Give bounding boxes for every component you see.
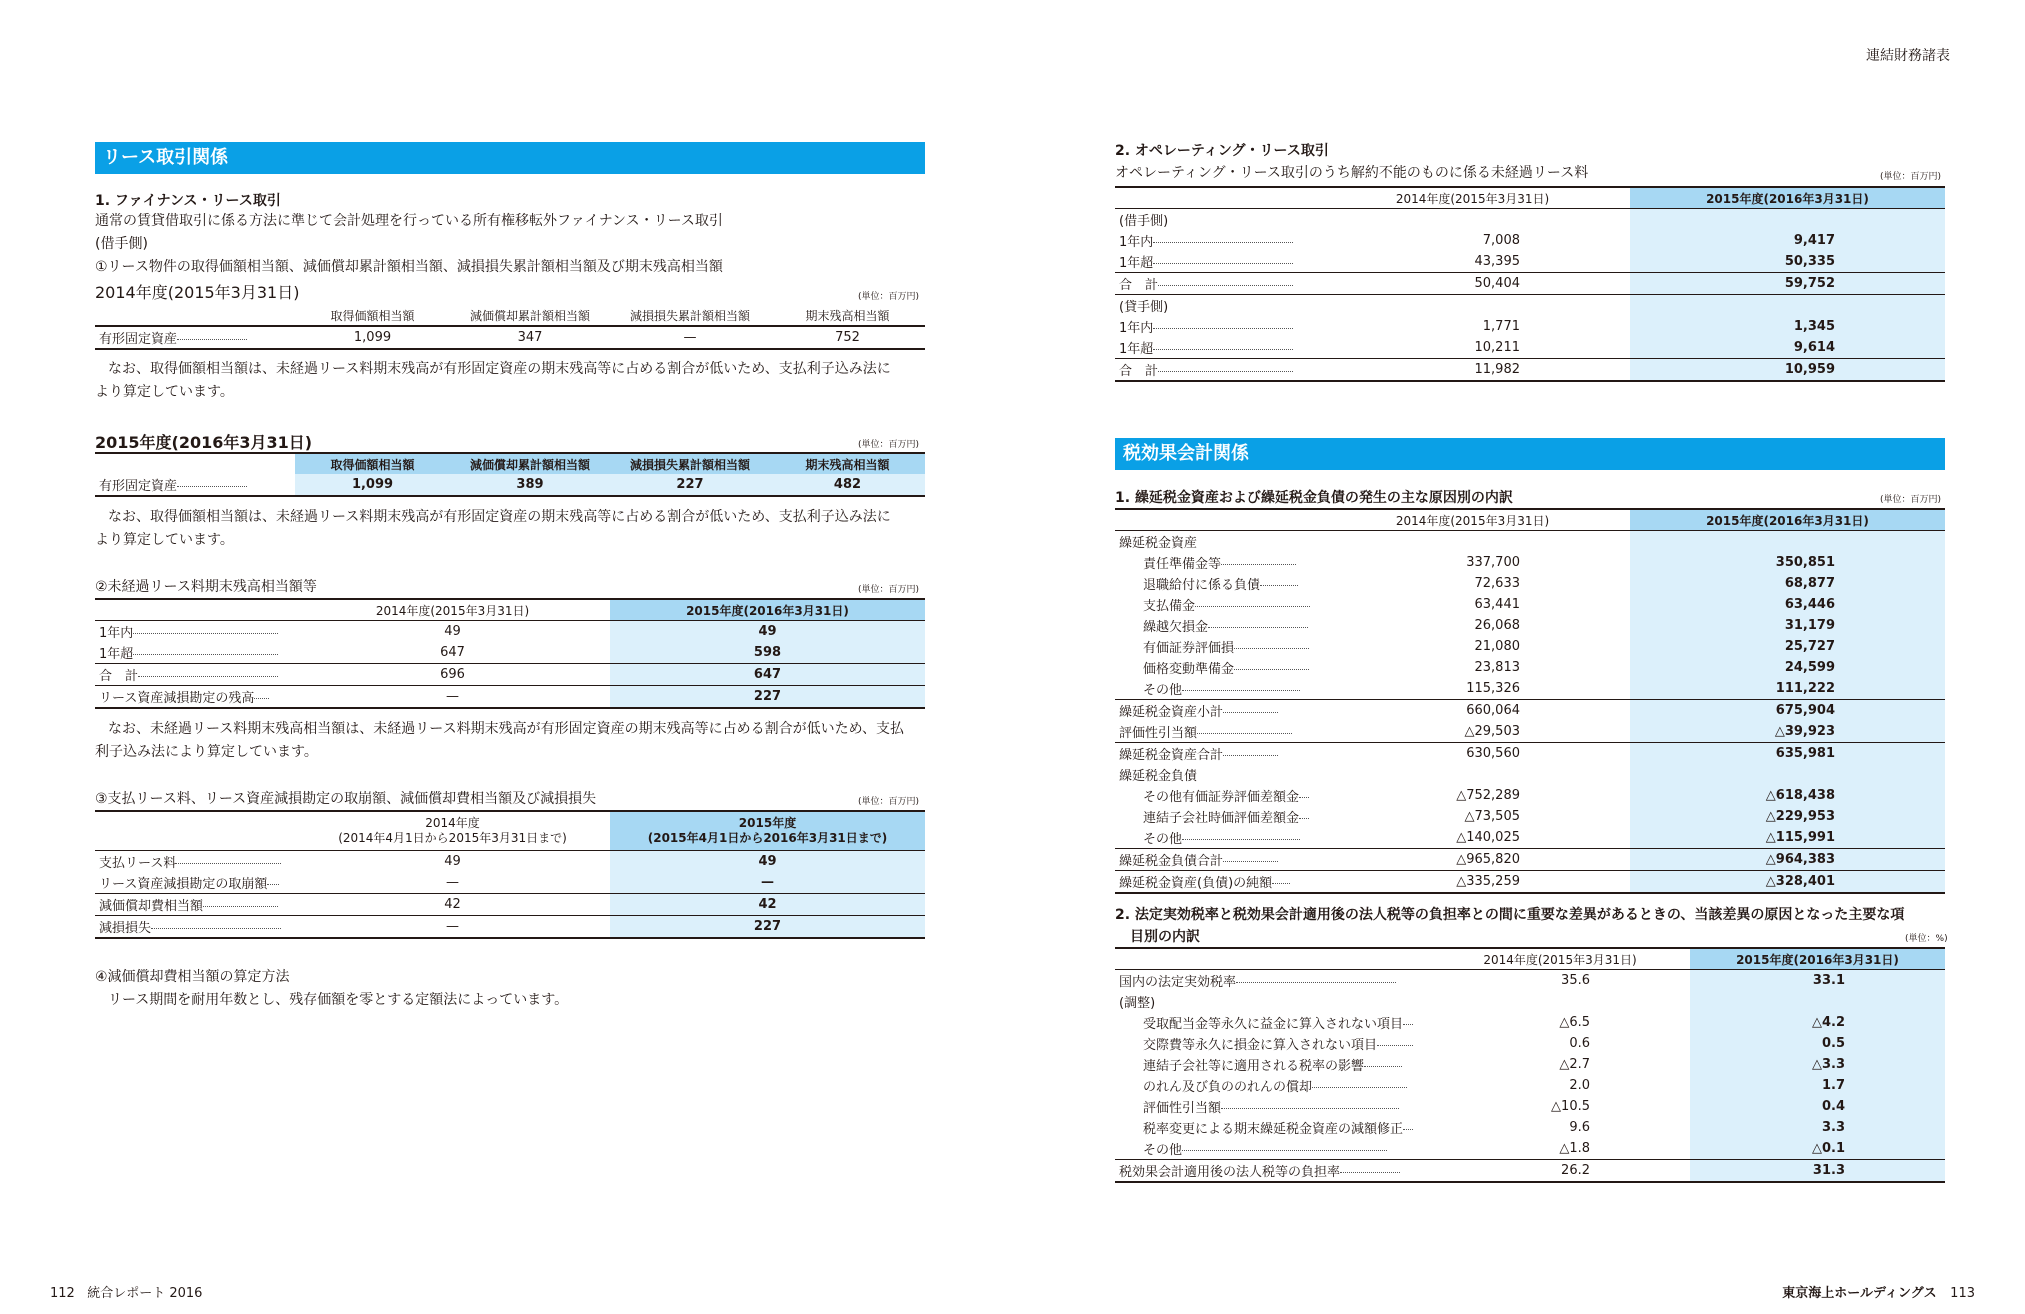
table-cell: 675,904 xyxy=(1630,700,1945,722)
tax-table2-title: 2. 法定実効税率と税効果会計適用後の法人税等の負担率との間に重要な差異があるときの、当該差異の原因となった主要な項 xyxy=(1115,907,1905,923)
table-cell: △39,923 xyxy=(1630,721,1945,743)
lease-section-title: リース取引関係 xyxy=(95,142,925,174)
table-cell: 23,813 xyxy=(1474,660,1520,675)
table-cell: 24,599 xyxy=(1630,657,1945,678)
table-unexpired-lease xyxy=(95,598,925,709)
col-header: 期末残高相当額 xyxy=(770,453,925,474)
row-label: 責任準備金等 xyxy=(1115,552,1315,573)
row-label: その他 xyxy=(1115,827,1315,849)
note1b: より算定しています。 xyxy=(95,384,234,400)
table-cell: 10,211 xyxy=(1474,340,1520,355)
table-cell: 43,395 xyxy=(1474,254,1520,269)
footer-company: 東京海上ホールディングス xyxy=(1782,1286,1937,1301)
table-cell: 0.6 xyxy=(1569,1036,1590,1051)
row-label: 支払リース料 xyxy=(95,851,295,873)
table-cell: 59,752 xyxy=(1630,273,1945,295)
section-header: 連結財務諸表 xyxy=(1866,48,1950,64)
note1-repeat: なお、取得価額相当額は、未経過リース料期末残高が有形固定資産の期末残高等に占める割合が低いため、支払利子込み法に xyxy=(108,509,891,525)
table-cell: 26.2 xyxy=(1561,1163,1590,1178)
row-label: 価格変動準備金 xyxy=(1115,657,1315,678)
table-cell: 111,222 xyxy=(1630,678,1945,700)
unit-label: (単位：百万円) xyxy=(858,292,920,302)
unit-label: (単位：百万円) xyxy=(1880,495,1942,505)
table-cell: 337,700 xyxy=(1466,555,1520,570)
table-cell: 68,877 xyxy=(1630,573,1945,594)
table-cell: 49 xyxy=(444,854,461,869)
table-cell: △115,991 xyxy=(1630,827,1945,849)
y2014-label: 2014年度(2015年3月31日) xyxy=(95,283,300,302)
col-header: 2014年度(2015年3月31日) xyxy=(1395,191,1550,206)
row-label: 繰延税金資産小計 xyxy=(1115,700,1315,722)
table-cell: △10.5 xyxy=(1551,1099,1590,1114)
col-header: 減損損失累計額相当額 xyxy=(629,308,750,323)
table-cell: — xyxy=(446,919,459,934)
table-cell: △3.3 xyxy=(1690,1054,1945,1075)
table-cell: 3.3 xyxy=(1690,1117,1945,1138)
table-tax-rate xyxy=(1115,947,1945,1183)
col-header: 2015年度(2016年3月31日) xyxy=(1630,509,1945,531)
row-label: 退職給付に係る負債 xyxy=(1115,573,1315,594)
group-label: 繰延税金資産 xyxy=(1119,536,1198,551)
col-header: 2014年度(2015年3月31日) xyxy=(1483,952,1637,967)
row-label: その他 xyxy=(1115,1138,1430,1160)
item4-desc: リース期間を耐用年数とし、残存価額を零とする定額法によっています。 xyxy=(108,992,569,1008)
table-cell: △965,820 xyxy=(1456,852,1520,867)
row-label: 合 計 xyxy=(95,664,295,686)
table-cell: 31,179 xyxy=(1630,615,1945,636)
table-cell: 7,008 xyxy=(1482,233,1520,248)
row-label: 評価性引当額 xyxy=(1115,1096,1430,1117)
page-number-right: 113 xyxy=(1950,1286,1975,1301)
col-header: 2015年度(2016年3月31日) xyxy=(1690,948,1945,970)
table-cell: — xyxy=(446,875,459,890)
table-cell: △29,503 xyxy=(1464,724,1520,739)
row-label: 合 計 xyxy=(1115,273,1315,295)
table-cell: 42 xyxy=(444,897,461,912)
row-label: 1年内 xyxy=(1115,316,1315,337)
col-header: 2015年度(2016年3月31日) xyxy=(610,599,925,621)
finance-lease-title: 1. ファイナンス・リース取引 xyxy=(95,193,281,209)
row-label: 1年内 xyxy=(1115,230,1315,251)
table-cell: 389 xyxy=(450,474,610,496)
table-cell: 347 xyxy=(517,330,543,345)
table-cell: 227 xyxy=(610,686,925,709)
table-cell: 1.7 xyxy=(1690,1075,1945,1096)
group-label: (貸手側) xyxy=(1119,300,1169,315)
table-cell: △140,025 xyxy=(1456,830,1520,845)
item4-title: ④減価償却費相当額の算定方法 xyxy=(95,969,290,985)
table-cell: △6.5 xyxy=(1559,1015,1590,1030)
tax-table2-title-cont: 目別の内訳 xyxy=(1130,929,1200,945)
table-lease-payments xyxy=(95,810,925,939)
table-cell: 227 xyxy=(610,474,770,496)
note1b-repeat: より算定しています。 xyxy=(95,532,234,548)
note2b: 利子込み法により算定しています。 xyxy=(95,744,318,760)
table-cell: △964,383 xyxy=(1630,849,1945,871)
row-label: 有形固定資産 xyxy=(95,474,295,496)
row-label: 減価償却費相当額 xyxy=(95,894,295,916)
table-cell: △73,505 xyxy=(1464,809,1520,824)
y2015-label: 2015年度(2016年3月31日) xyxy=(95,433,313,452)
table-cell: 42 xyxy=(610,894,925,916)
row-label: 繰延税金資産合計 xyxy=(1115,743,1315,765)
item1-title: ①リース物件の取得価額相当額、減価償却累計額相当額、減損損失累計額相当額及び期末残高相当額 xyxy=(95,259,723,275)
row-label: 税効果会計適用後の法人税等の負担率 xyxy=(1115,1160,1430,1183)
row-label: 評価性引当額 xyxy=(1115,721,1315,743)
unit-label: (単位：百万円) xyxy=(858,585,920,595)
col-header: 2014年度(2015年3月31日) xyxy=(1395,513,1550,528)
row-label: その他 xyxy=(1115,678,1315,700)
tax-table1-title: 1. 繰延税金資産および繰延税金負債の発生の主な原因別の内訳 xyxy=(1115,490,1513,506)
group-label: (調整) xyxy=(1119,996,1156,1011)
row-label: 有価証券評価損 xyxy=(1115,636,1315,657)
table-cell: △335,259 xyxy=(1456,874,1520,889)
table-cell: 33.1 xyxy=(1690,970,1945,992)
table-cell: △618,438 xyxy=(1630,785,1945,806)
table-cell: 49 xyxy=(610,851,925,873)
unit-label: (単位：百万円) xyxy=(1880,172,1942,182)
table-cell: 11,982 xyxy=(1474,362,1520,377)
row-label: 減損損失 xyxy=(95,916,295,939)
col-header: 2014年度 (2014年4月1日から2015年3月31日まで) xyxy=(338,816,567,845)
row-label: 国内の法定実効税率 xyxy=(1115,970,1430,992)
col-header: 2015年度 (2015年4月1日から2016年3月31日まで) xyxy=(610,811,925,851)
table-cell: 63,446 xyxy=(1630,594,1945,615)
table-cell: 630,560 xyxy=(1466,746,1520,761)
row-label: 受取配当金等永久に益金に算入されない項目 xyxy=(1115,1012,1430,1033)
table-deferred-tax xyxy=(1115,508,1945,894)
footer-left xyxy=(50,1282,202,1301)
unit-label: (単位：%) xyxy=(1905,934,1948,944)
table-cell: 227 xyxy=(610,916,925,939)
col-header: 減価償却累計額相当額 xyxy=(469,308,590,323)
row-label: リース資産減損勘定の取崩額 xyxy=(95,872,295,894)
table-cell: △0.1 xyxy=(1690,1138,1945,1160)
table-cell: 1,345 xyxy=(1630,316,1945,337)
row-label: その他有価証券評価差額金 xyxy=(1115,785,1315,806)
table-cell: — xyxy=(446,689,459,704)
table-cell: 21,080 xyxy=(1474,639,1520,654)
col-header: 取得価額相当額 xyxy=(330,308,415,323)
table-cell: 25,727 xyxy=(1630,636,1945,657)
tax-section-title: 税効果会計関係 xyxy=(1115,438,1945,470)
row-label: 交際費等永久に損金に算入されない項目 xyxy=(1115,1033,1430,1054)
table-2015-acquisition xyxy=(95,452,925,497)
col-header: 減損損失累計額相当額 xyxy=(610,453,770,474)
footer-right xyxy=(1782,1282,1975,1301)
table-cell: △2.7 xyxy=(1559,1057,1590,1072)
table-cell: △4.2 xyxy=(1690,1012,1945,1033)
table-operating-lease xyxy=(1115,186,1945,382)
group-label: 繰延税金負債 xyxy=(1119,769,1198,784)
note2: なお、未経過リース料期末残高相当額は、未経過リース料期末残高が有形固定資産の期末残高等に占める割合が低いため、支払 xyxy=(108,721,905,737)
page-number-left: 112 xyxy=(50,1286,75,1301)
operating-lease-subtitle: オペレーティング・リース取引のうち解約不能のものに係る未経過リース料 xyxy=(1115,165,1589,181)
table-cell: 660,064 xyxy=(1466,703,1520,718)
table-cell: 1,099 xyxy=(353,330,392,345)
row-label: 合 計 xyxy=(1115,359,1315,382)
table-cell: 115,326 xyxy=(1466,681,1520,696)
table-cell: △1.8 xyxy=(1559,1141,1590,1156)
unit-label: (単位：百万円) xyxy=(858,440,920,450)
row-label: 繰延税金資産(負債)の純額 xyxy=(1115,871,1315,894)
table-cell: △752,289 xyxy=(1456,788,1520,803)
note1: なお、取得価額相当額は、未経過リース料期末残高が有形固定資産の期末残高等に占める割合が低いため、支払利子込み法に xyxy=(108,361,891,377)
table-cell: 31.3 xyxy=(1690,1160,1945,1183)
table-cell: 1,099 xyxy=(295,474,450,496)
table-cell: 49 xyxy=(610,621,925,643)
table-cell: 1,771 xyxy=(1482,319,1520,334)
table-cell: △229,953 xyxy=(1630,806,1945,827)
table-cell: 598 xyxy=(610,642,925,664)
row-label: 税率変更による期末繰延税金資産の減額修正 xyxy=(1115,1117,1430,1138)
row-label: 支払備金 xyxy=(1115,594,1315,615)
finance-lease-desc: 通常の賃貸借取引に係る方法に準じて会計処理を行っている所有権移転外ファイナンス・リース取引 xyxy=(95,213,723,229)
table-cell: 9,614 xyxy=(1630,337,1945,359)
table-cell: 63,441 xyxy=(1474,597,1520,612)
group-label: (借手側) xyxy=(1119,214,1169,229)
col-header: 2014年度(2015年3月31日) xyxy=(375,603,530,618)
table-cell: 2.0 xyxy=(1569,1078,1590,1093)
table-cell: 26,068 xyxy=(1474,618,1520,633)
table-cell: 35.6 xyxy=(1561,973,1590,988)
table-cell: 696 xyxy=(440,667,465,682)
table-cell: 752 xyxy=(835,330,860,345)
table-cell: 647 xyxy=(440,645,465,660)
table-2014-acquisition xyxy=(95,305,925,350)
row-label: のれん及び負ののれんの償却 xyxy=(1115,1075,1430,1096)
unit-label: (単位：百万円) xyxy=(858,797,920,807)
col-header: 2015年度(2016年3月31日) xyxy=(1630,187,1945,209)
table-cell: 0.4 xyxy=(1690,1096,1945,1117)
footer-report-title: 統合レポート 2016 xyxy=(87,1286,203,1301)
row-label: 1年内 xyxy=(95,621,295,643)
row-label: 1年超 xyxy=(1115,337,1315,359)
table-cell: 350,851 xyxy=(1630,552,1945,573)
table-cell: 635,981 xyxy=(1630,743,1945,765)
table-cell: 0.5 xyxy=(1690,1033,1945,1054)
row-label: 連結子会社時価評価差額金 xyxy=(1115,806,1315,827)
table-cell: 49 xyxy=(444,624,461,639)
operating-lease-title: 2. オペレーティング・リース取引 xyxy=(1115,143,1329,159)
table-cell: △328,401 xyxy=(1630,871,1945,894)
row-label: リース資産減損勘定の残高 xyxy=(95,686,295,709)
table-cell: 482 xyxy=(770,474,925,496)
table-cell: 72,633 xyxy=(1474,576,1520,591)
table-cell: 9,417 xyxy=(1630,230,1945,251)
item2-title: ②未経過リース料期末残高相当額等 xyxy=(95,579,317,595)
row-label: 繰延税金負債合計 xyxy=(1115,849,1315,871)
table-cell: 647 xyxy=(610,664,925,686)
row-label: 連結子会社等に適用される税率の影響 xyxy=(1115,1054,1430,1075)
row-label: 1年超 xyxy=(1115,251,1315,273)
col-header: 期末残高相当額 xyxy=(805,308,890,323)
row-label: 繰越欠損金 xyxy=(1115,615,1315,636)
item3-title: ③支払リース料、リース資産減損勘定の取崩額、減価償却費相当額及び減損損失 xyxy=(95,791,597,807)
col-header: 減価償却累計額相当額 xyxy=(450,453,610,474)
table-cell: — xyxy=(610,872,925,894)
table-cell: 50,335 xyxy=(1630,251,1945,273)
table-cell: 50,404 xyxy=(1474,276,1520,291)
table-cell: — xyxy=(683,330,697,345)
table-cell: 10,959 xyxy=(1630,359,1945,382)
table-cell: 9.6 xyxy=(1569,1120,1590,1135)
row-label: 有形固定資産 xyxy=(95,326,295,349)
lessee-label: (借手側) xyxy=(95,236,148,252)
col-header: 取得価額相当額 xyxy=(295,453,450,474)
row-label: 1年超 xyxy=(95,642,295,664)
